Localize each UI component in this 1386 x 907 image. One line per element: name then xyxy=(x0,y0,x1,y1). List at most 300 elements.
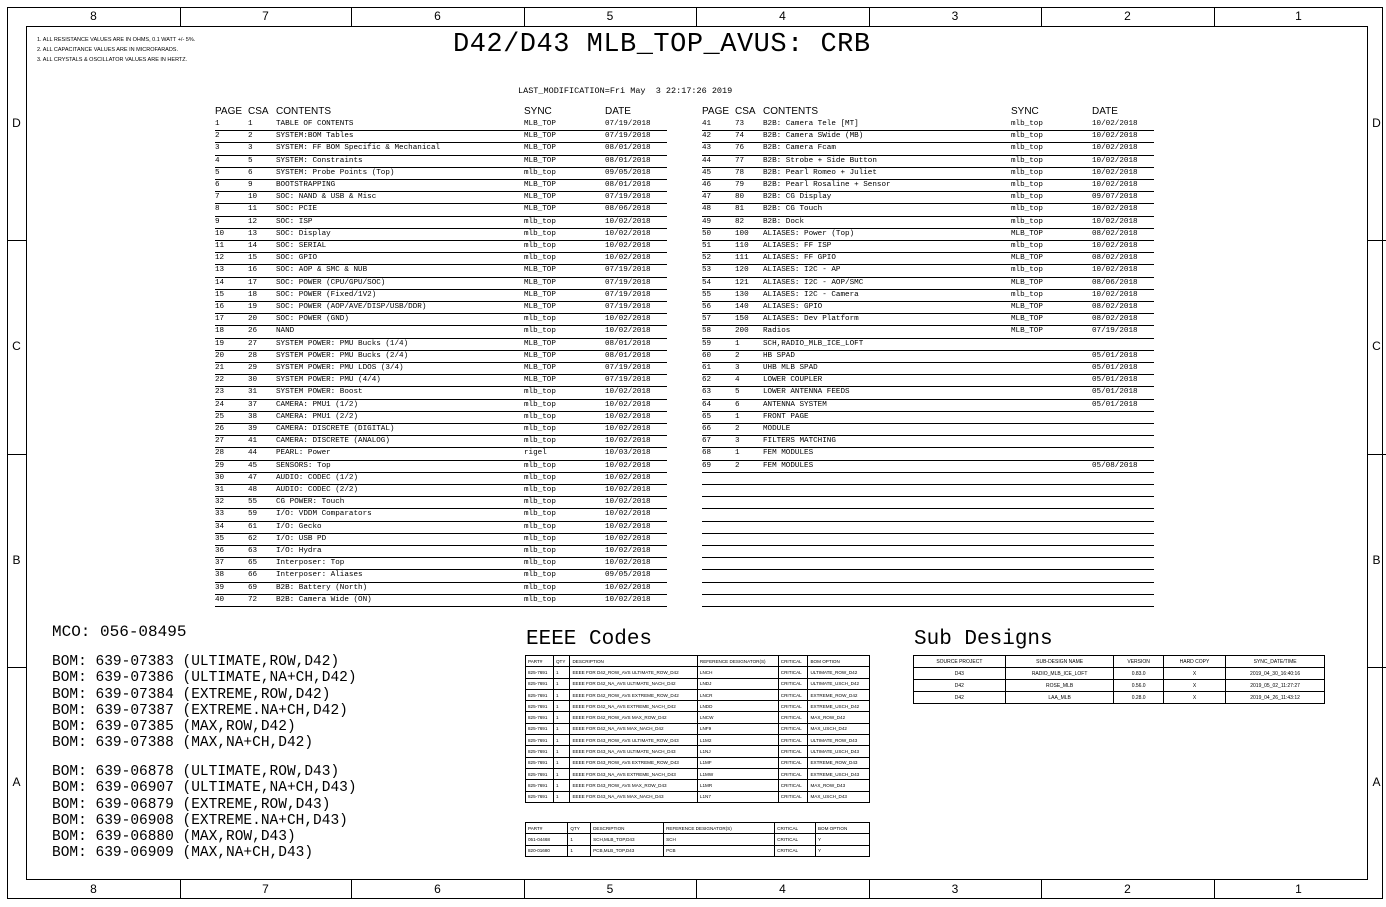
toc-sync: mlb_top xyxy=(524,168,556,177)
eeee-header-cell: REFERENCE DESIGNATOR(S) xyxy=(664,823,775,834)
eeee-cell: CRITICAL xyxy=(778,689,808,700)
toc-date: 10/02/2018 xyxy=(605,510,651,519)
toc-date: 10/02/2018 xyxy=(1092,181,1138,189)
toc-contents: CAMERA: DISCRETE (DIGITAL) xyxy=(276,425,395,433)
toc-date: 09/05/2018 xyxy=(605,168,651,177)
toc-date: 10/02/2018 xyxy=(1092,242,1138,250)
toc-date: 10/02/2018 xyxy=(605,217,651,226)
toc-contents: LOWER COUPLER xyxy=(763,376,823,385)
eeee-cell: CRITICAL xyxy=(778,667,808,678)
zone-divider xyxy=(869,7,870,26)
toc-left xyxy=(215,106,667,606)
eeee-cell: CRITICAL xyxy=(778,780,808,791)
toc-csa: 200 xyxy=(735,327,749,336)
toc-date: 08/06/2018 xyxy=(1092,278,1138,287)
toc-contents: CAMERA: DISCRETE (ANALOG) xyxy=(276,437,390,446)
toc-sync: mlb_top xyxy=(524,461,556,470)
toc-date: 10/02/2018 xyxy=(605,315,651,324)
toc-page: 42 xyxy=(702,132,712,141)
page-title: D42/D43 MLB_TOP_AVUS: CRB xyxy=(453,30,871,60)
eeee-cell: EEEE FOR D42_NA_AVS ULTIMATE_NACH_D42 xyxy=(570,678,697,689)
toc-csa: 44 xyxy=(248,449,258,458)
zone-column-label: 3 xyxy=(951,882,959,896)
toc-contents: ALIASES: I2C - AOP/SMC xyxy=(763,278,864,287)
toc-csa: 14 xyxy=(248,242,258,250)
toc-row xyxy=(215,472,667,485)
toc-csa: 150 xyxy=(735,315,749,324)
toc-row xyxy=(702,386,1154,399)
toc-sync: MLB_TOP xyxy=(524,144,556,153)
eeee-cell: LNCW xyxy=(697,712,778,723)
toc-sync: MLB_TOP xyxy=(524,376,556,385)
toc-date: 10/02/2018 xyxy=(1092,144,1138,153)
toc-date: 10/02/2018 xyxy=(605,229,651,238)
toc-csa: 59 xyxy=(248,510,258,519)
bom-line: BOM: 639-06909 (MAX,NA+CH,D43) xyxy=(52,845,314,862)
toc-contents: Interposer: Aliases xyxy=(276,571,363,580)
table-row xyxy=(914,668,1325,680)
eeee-cell: CRITICAL xyxy=(778,791,808,802)
toc-page: 65 xyxy=(702,412,712,421)
sub-design-cell: 2019_05_02_11:27:27 xyxy=(1226,680,1325,692)
zone-divider xyxy=(869,880,870,899)
eeee-cell: EEEE FOR D43_ROW_AVS EXTREME_ROW_D43 xyxy=(570,757,697,768)
eeee-cell: MAX_USCH_D43 xyxy=(808,791,870,802)
toc-page: 25 xyxy=(215,412,225,421)
toc-contents: I/O: Gecko xyxy=(276,522,322,531)
toc-date: 10/02/2018 xyxy=(1092,217,1138,226)
toc-contents: CAMERA: PMU1 (1/2) xyxy=(276,400,359,409)
toc-sync: MLB_TOP xyxy=(524,364,556,372)
toc-row xyxy=(215,569,667,582)
toc-sync: MLB_TOP xyxy=(524,303,556,311)
zone-divider xyxy=(1367,667,1386,668)
toc-page: 53 xyxy=(702,266,712,275)
toc-date: 10/02/2018 xyxy=(605,437,651,446)
toc-sync: MLB_TOP xyxy=(1011,278,1043,287)
last-modification: LAST_MODIFICATION=Fri May 3 22:17:26 2019 xyxy=(518,86,733,96)
eeee-header-cell: DESCRIPTION xyxy=(591,823,664,834)
eeee-cell: EEEE FOR D43_NA_AVS ULTIMATE_NACH_D43 xyxy=(570,746,697,757)
toc-sync: MLB_TOP xyxy=(524,181,556,189)
toc-date: 10/02/2018 xyxy=(605,425,651,433)
eeee-cell: L1MR xyxy=(697,780,778,791)
table-row xyxy=(526,689,870,700)
toc-page: 68 xyxy=(702,449,712,458)
sub-design-cell: X xyxy=(1163,668,1225,680)
toc-contents: SYSTEM POWER: PMU (4/4) xyxy=(276,376,381,385)
toc-csa: 100 xyxy=(735,229,749,238)
toc-sync: MLB_TOP xyxy=(524,132,556,141)
sub-design-header-cell: SUB-DESIGN NAME xyxy=(1005,656,1114,668)
toc-row xyxy=(215,594,667,607)
toc-row xyxy=(215,130,667,143)
toc-sync: rigel xyxy=(524,449,547,458)
eeee-cell: 1 xyxy=(553,735,570,746)
table-row xyxy=(526,712,870,723)
toc-row xyxy=(702,228,1154,241)
toc-contents: PEARL: Power xyxy=(276,449,331,458)
toc-csa: 45 xyxy=(248,461,258,470)
toc-page: 56 xyxy=(702,303,712,311)
toc-date: 08/06/2018 xyxy=(605,205,651,214)
toc-page: 27 xyxy=(215,437,225,446)
table-row xyxy=(526,746,870,757)
toc-date: 07/19/2018 xyxy=(605,132,651,141)
toc-sync: mlb_top xyxy=(524,327,556,336)
toc-contents: CAMERA: PMU1 (2/2) xyxy=(276,412,359,421)
toc-sync: MLB_TOP xyxy=(1011,303,1043,311)
table-row xyxy=(914,692,1325,704)
toc-csa: 69 xyxy=(248,583,258,592)
zone-divider xyxy=(351,880,352,899)
sub-design-cell: D42 xyxy=(914,692,1006,704)
toc-date: 05/01/2018 xyxy=(1092,400,1138,409)
toc-contents: SOC: PCIE xyxy=(276,205,318,214)
zone-divider xyxy=(1041,880,1042,899)
toc-contents: Interposer: Top xyxy=(276,559,345,568)
eeee-header-cell: PART# xyxy=(526,656,554,667)
toc-row xyxy=(702,252,1154,265)
toc-page: 2 xyxy=(215,132,220,141)
toc-csa: 29 xyxy=(248,364,258,372)
table-row xyxy=(526,834,870,845)
toc-row xyxy=(702,130,1154,143)
toc-date: 07/19/2018 xyxy=(605,193,651,202)
toc-date: 08/01/2018 xyxy=(605,181,651,189)
toc-date: 05/01/2018 xyxy=(1092,376,1138,385)
zone-row-label: B xyxy=(1372,552,1381,567)
toc-date: 10/02/2018 xyxy=(605,547,651,555)
toc-csa: 74 xyxy=(735,132,745,141)
zone-divider xyxy=(7,240,26,241)
toc-page: 28 xyxy=(215,449,225,458)
toc-csa: 110 xyxy=(735,242,749,250)
toc-contents: SOC: SERIAL xyxy=(276,242,327,250)
toc-date: 10/02/2018 xyxy=(605,412,651,421)
toc-contents: FEM MODULES xyxy=(763,449,814,458)
toc-right xyxy=(702,106,1154,606)
toc-row xyxy=(702,142,1154,155)
toc-header-page: PAGE xyxy=(215,106,243,117)
sub-design-cell: 0.28.0 xyxy=(1114,692,1163,704)
toc-sync: MLB_TOP xyxy=(524,290,556,299)
toc-sync: mlb_top xyxy=(524,534,556,543)
toc-contents: SOC: ISP xyxy=(276,217,313,226)
eeee-cell: 1 xyxy=(553,791,570,802)
toc-row xyxy=(702,167,1154,180)
toc-contents: SYSTEM POWER: PMU Bucks (2/4) xyxy=(276,351,409,360)
toc-row xyxy=(215,191,667,204)
zone-row-label: C xyxy=(1372,339,1381,353)
bom-line: BOM: 639-06880 (MAX,ROW,D43) xyxy=(52,829,296,846)
toc-page: 11 xyxy=(215,242,225,250)
toc-date: 10/02/2018 xyxy=(605,559,651,568)
toc-date: 07/19/2018 xyxy=(605,120,651,128)
toc-csa: 12 xyxy=(248,217,258,226)
eeee-cell: 825-7691 xyxy=(526,757,554,768)
toc-csa: 65 xyxy=(248,559,258,568)
toc-row xyxy=(215,447,667,460)
toc-date: 10/02/2018 xyxy=(605,522,651,531)
eeee-cell: ULTIMATE_ROW_D42 xyxy=(808,667,870,678)
toc-contents: SENSORS: Top xyxy=(276,461,331,470)
toc-sync: mlb_top xyxy=(524,315,556,324)
zone-divider xyxy=(696,7,697,26)
toc-page: 57 xyxy=(702,315,712,324)
toc-contents: B2B: Camera Wide (ON) xyxy=(276,595,372,604)
toc-csa: 47 xyxy=(248,473,258,482)
eeee-cell: 051-04468 xyxy=(526,834,568,845)
toc-header-date: DATE xyxy=(605,106,631,117)
eeee-cell: SCH xyxy=(664,834,775,845)
toc-row xyxy=(702,521,1154,534)
eeee-cell: EXTREME_USCH_D42 xyxy=(808,701,870,712)
eeee-cell: LNCR xyxy=(697,689,778,700)
toc-date: 09/05/2018 xyxy=(605,571,651,580)
toc-csa: 10 xyxy=(248,193,258,202)
toc-page: 22 xyxy=(215,376,225,385)
eeee-cell: CRITICAL xyxy=(778,768,808,779)
toc-date: 10/02/2018 xyxy=(605,583,651,592)
toc-row xyxy=(702,447,1154,460)
zone-column-label: 8 xyxy=(90,882,97,896)
toc-row xyxy=(215,325,667,338)
toc-page: 32 xyxy=(215,498,225,507)
toc-page: 23 xyxy=(215,388,225,397)
toc-row xyxy=(702,496,1154,509)
eeee-cell: 825-7691 xyxy=(526,780,554,791)
toc-row xyxy=(215,557,667,570)
toc-csa: 31 xyxy=(248,388,258,397)
toc-page: 6 xyxy=(215,181,220,189)
toc-contents: LOWER ANTENNA FEEDS xyxy=(763,388,850,397)
bom-line: BOM: 639-06878 (ULTIMATE,ROW,D43) xyxy=(52,764,340,780)
toc-contents: ALIASES: Dev Platform xyxy=(763,315,859,324)
toc-date: 09/07/2018 xyxy=(1092,193,1138,202)
eeee-cell: LNF9 xyxy=(697,723,778,734)
eeee-cell: SCH,MLB_TOP,D43 xyxy=(591,834,664,845)
eeee-cell: L1MF xyxy=(697,757,778,768)
toc-contents: SOC: POWER (Fixed/1V2) xyxy=(276,290,377,299)
toc-date: 08/02/2018 xyxy=(1092,229,1138,238)
toc-sync: mlb_top xyxy=(524,522,556,531)
eeee-cell: L1NJ xyxy=(697,746,778,757)
eeee-cell: PCB,MLB_TOP,D43 xyxy=(591,845,664,856)
eeee-cell: LNDD xyxy=(697,701,778,712)
toc-row xyxy=(215,435,667,448)
toc-row xyxy=(702,350,1154,363)
toc-sync: mlb_top xyxy=(524,229,556,238)
eeee-cell: 825-7691 xyxy=(526,701,554,712)
toc-date: 08/02/2018 xyxy=(1092,254,1138,263)
toc-csa: 81 xyxy=(735,205,745,214)
toc-date: 08/01/2018 xyxy=(605,156,651,165)
toc-row xyxy=(702,374,1154,387)
toc-row xyxy=(215,350,667,363)
eeee-cell: LNDJ xyxy=(697,678,778,689)
toc-page: 50 xyxy=(702,229,712,238)
toc-page: 38 xyxy=(215,571,225,580)
toc-contents: B2B: Battery (North) xyxy=(276,583,368,592)
toc-page: 45 xyxy=(702,168,712,177)
zone-divider xyxy=(351,7,352,26)
toc-csa: 1 xyxy=(248,120,253,128)
bom-line: BOM: 639-07384 (EXTREME,ROW,D42) xyxy=(52,686,331,703)
toc-date: 10/02/2018 xyxy=(605,254,651,263)
toc-contents: FEM MODULES xyxy=(763,461,814,470)
toc-row xyxy=(702,289,1154,302)
toc-sync: mlb_top xyxy=(524,437,556,446)
toc-csa: 3 xyxy=(735,364,740,372)
toc-date: 10/02/2018 xyxy=(1092,132,1138,141)
toc-page: 69 xyxy=(702,461,712,470)
mco-number: MCO: 056-08495 xyxy=(52,623,187,641)
eeee-cell: CRITICAL xyxy=(778,723,808,734)
toc-page: 13 xyxy=(215,266,225,275)
eeee-cell: 1 xyxy=(568,834,591,845)
toc-csa: 2 xyxy=(248,132,253,141)
toc-date: 10/02/2018 xyxy=(1092,168,1138,177)
toc-sync: mlb_top xyxy=(1011,290,1043,299)
toc-date: 10/03/2018 xyxy=(605,449,651,458)
toc-contents: SYSTEM: Probe Points (Top) xyxy=(276,168,395,177)
toc-sync: mlb_top xyxy=(1011,217,1043,226)
sub-design-header-cell: HARD COPY xyxy=(1163,656,1225,668)
zone-column-label: 4 xyxy=(779,882,786,896)
toc-sync: mlb_top xyxy=(1011,266,1043,275)
toc-row xyxy=(215,277,667,290)
toc-sync: mlb_top xyxy=(524,498,556,507)
eeee-cell: 1 xyxy=(568,845,591,856)
toc-csa: 9 xyxy=(248,181,253,189)
eeee-cell: 1 xyxy=(553,689,570,700)
toc-csa: 30 xyxy=(248,376,258,385)
zone-row-label: A xyxy=(12,775,21,789)
eeee-cell: 1 xyxy=(553,701,570,712)
toc-page: 40 xyxy=(215,595,225,604)
toc-page: 12 xyxy=(215,254,225,263)
toc-date: 10/02/2018 xyxy=(1092,156,1138,165)
sub-design-cell: D43 xyxy=(914,668,1006,680)
toc-contents: ALIASES: FF GPIO xyxy=(763,254,836,263)
toc-contents: B2B: Pearl Rosaline + Sensor xyxy=(763,181,891,189)
toc-page: 49 xyxy=(702,217,712,226)
toc-date: 10/02/2018 xyxy=(605,486,651,494)
table-row xyxy=(526,780,870,791)
toc-csa: 39 xyxy=(248,425,258,433)
toc-csa: 5 xyxy=(248,156,253,165)
eeee-cell: Y xyxy=(815,834,869,845)
sub-design-cell: 2019_04_26_11:43:12 xyxy=(1226,692,1325,704)
toc-csa: 111 xyxy=(735,254,749,263)
toc-csa: 15 xyxy=(248,254,258,263)
eeee-cell: ULTIMATE_USCH_D42 xyxy=(808,678,870,689)
eeee-header-cell: CRITICAL xyxy=(778,656,808,667)
toc-csa: 2 xyxy=(735,425,740,433)
toc-row xyxy=(702,435,1154,448)
toc-csa: 140 xyxy=(735,303,749,311)
toc-sync: MLB_TOP xyxy=(524,120,556,128)
toc-row xyxy=(215,203,667,216)
toc-page: 60 xyxy=(702,351,712,360)
toc-contents: HB SPAD xyxy=(763,351,795,360)
toc-contents: SCH,RADIO_MLB_ICE_LOFT xyxy=(763,339,864,348)
toc-contents: MODULE xyxy=(763,425,791,433)
toc-date: 08/02/2018 xyxy=(1092,315,1138,324)
toc-contents: SOC: AOP & SMC & NUB xyxy=(276,266,368,275)
eeee-cell: 1 xyxy=(553,723,570,734)
toc-row xyxy=(215,374,667,387)
table-row xyxy=(526,757,870,768)
toc-csa: 61 xyxy=(248,522,258,531)
eeee-cell: CRITICAL xyxy=(778,757,808,768)
toc-date: 10/02/2018 xyxy=(1092,266,1138,275)
toc-sync: MLB_TOP xyxy=(524,266,556,275)
toc-contents: ALIASES: Power (Top) xyxy=(763,229,855,238)
zone-divider xyxy=(1041,7,1042,26)
toc-contents: ALIASES: GPIO xyxy=(763,303,823,311)
bom-list-d43 xyxy=(52,764,357,862)
toc-page: 41 xyxy=(702,120,712,128)
eeee-cell: 1 xyxy=(553,712,570,723)
table-row xyxy=(526,845,870,856)
toc-row xyxy=(215,167,667,180)
toc-page: 24 xyxy=(215,400,225,409)
zone-column-label: 8 xyxy=(90,9,97,23)
eeee-cell: 825-7691 xyxy=(526,689,554,700)
toc-sync: mlb_top xyxy=(1011,181,1043,189)
eeee-codes-table xyxy=(525,655,870,803)
toc-csa: 19 xyxy=(248,303,258,311)
toc-csa: 130 xyxy=(735,290,749,299)
toc-sync: mlb_top xyxy=(524,571,556,580)
toc-row xyxy=(702,338,1154,351)
toc-page: 52 xyxy=(702,254,712,263)
toc-csa: 37 xyxy=(248,400,258,409)
toc-page: 17 xyxy=(215,315,225,324)
bom-list-d42 xyxy=(52,654,357,752)
sub-design-cell: X xyxy=(1163,680,1225,692)
bom-line: BOM: 639-06907 (ULTIMATE,NA+CH,D43) xyxy=(52,780,357,797)
table-row xyxy=(526,735,870,746)
toc-contents: SOC: POWER (AOP/AVE/DISP/USB/DDR) xyxy=(276,303,427,311)
eeee-cell: 825-7691 xyxy=(526,746,554,757)
zone-divider xyxy=(7,667,26,668)
toc-csa: 27 xyxy=(248,339,258,348)
toc-page: 37 xyxy=(215,559,225,568)
toc-page: 15 xyxy=(215,290,225,299)
zone-column-label: 7 xyxy=(262,9,269,23)
toc-contents: ALIASES: I2C - Camera xyxy=(763,290,859,299)
toc-header-date: DATE xyxy=(1092,106,1118,117)
toc-row xyxy=(215,386,667,399)
toc-page: 30 xyxy=(215,473,225,482)
toc-sync: MLB_TOP xyxy=(524,156,556,165)
eeee-cell: MAX_USCH_D42 xyxy=(808,723,870,734)
toc-csa: 2 xyxy=(735,461,740,470)
toc-sync: MLB_TOP xyxy=(524,205,556,214)
toc-page: 59 xyxy=(702,339,712,348)
toc-date: 10/02/2018 xyxy=(605,400,651,409)
toc-csa: 6 xyxy=(248,168,253,177)
toc-date: 07/19/2018 xyxy=(605,266,651,275)
sub-design-cell: X xyxy=(1163,692,1225,704)
zone-column-label: 6 xyxy=(434,9,441,23)
toc-contents: CG POWER: Touch xyxy=(276,498,345,507)
toc-csa: 66 xyxy=(248,571,258,580)
toc-page: 4 xyxy=(215,156,220,165)
